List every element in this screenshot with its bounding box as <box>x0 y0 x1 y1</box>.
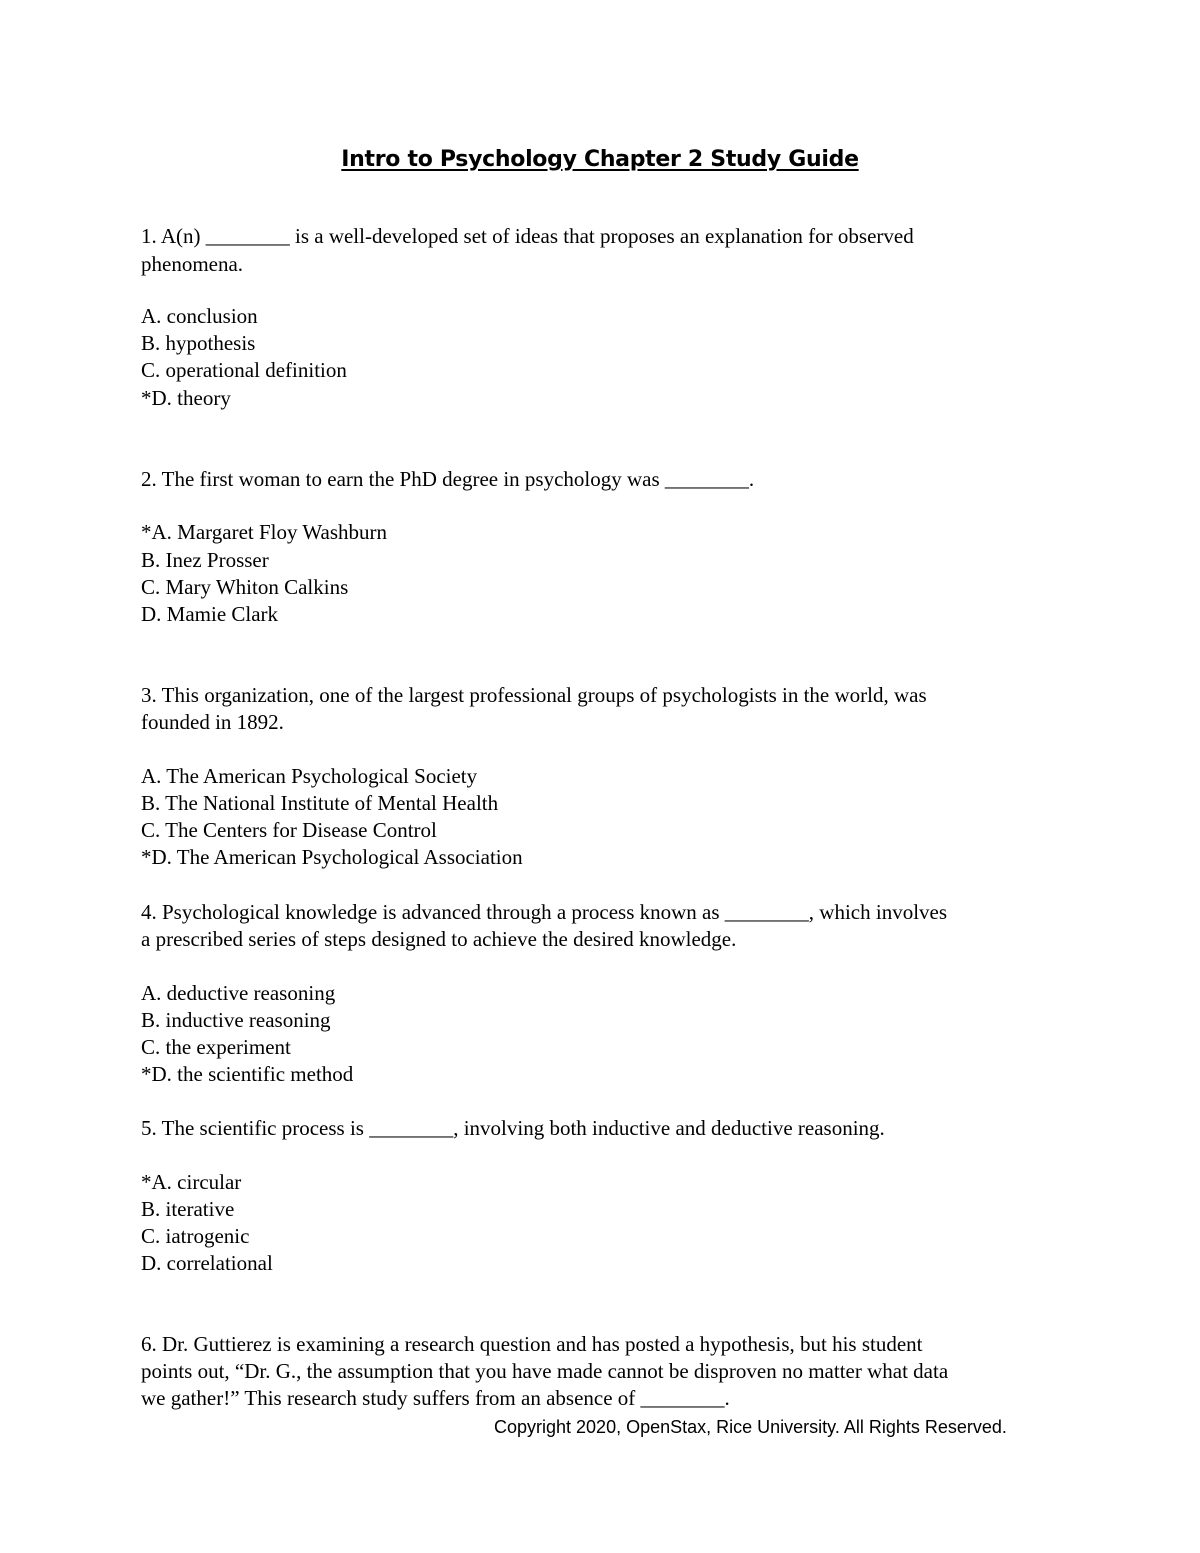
question-6-stem-line-1: 6. Dr. Guttierez is examining a research question and has posted a hypothesis, but his student <box>141 1332 923 1356</box>
question-3-stem-line-1: 3. This organization, one of the largest professional groups of psychologists in the world, was <box>141 683 927 707</box>
question-2-option-c: C. Mary Whiton Calkins <box>141 575 349 599</box>
question-3-option-b: B. The National Institute of Mental Health <box>141 791 499 815</box>
question-1-option-a: A. conclusion <box>141 304 258 328</box>
question-5-stem-line-1: 5. The scientific process is ________, involving both inductive and deductive reasoning. <box>141 1116 885 1140</box>
question-6-stem-line-3: we gather!” This research study suffers from an absence of ________. <box>141 1386 730 1410</box>
question-1-stem-line-1: 1. A(n) ________ is a well-developed set of ideas that proposes an explanation for observed <box>141 224 914 248</box>
question-2-option-d: D. Mamie Clark <box>141 602 279 626</box>
question-4-option-d: *D. the scientific method <box>141 1062 354 1086</box>
question-1-option-b: B. hypothesis <box>141 331 256 355</box>
question-5-option-d: D. correlational <box>141 1251 273 1275</box>
question-1-option-c: C. operational definition <box>141 358 347 382</box>
question-5-option-b: B. iterative <box>141 1197 235 1221</box>
question-4-stem-line-2: a prescribed series of steps designed to achieve the desired knowledge. <box>141 927 737 951</box>
question-2-stem-line-1: 2. The first woman to earn the PhD degree in psychology was ________. <box>141 467 755 491</box>
question-4-option-b: B. inductive reasoning <box>141 1008 331 1032</box>
question-1-option-d: *D. theory <box>141 386 231 410</box>
question-3-option-c: C. The Centers for Disease Control <box>141 818 437 842</box>
question-3-stem-line-2: founded in 1892. <box>141 710 284 734</box>
question-5-option-a: *A. circular <box>141 1170 242 1194</box>
question-4-option-a: A. deductive reasoning <box>141 981 336 1005</box>
question-2-option-b: B. Inez Prosser <box>141 548 269 572</box>
question-5-option-c: C. iatrogenic <box>141 1224 250 1248</box>
question-1-stem-line-2: phenomena. <box>141 252 244 276</box>
question-4-option-c: C. the experiment <box>141 1035 291 1059</box>
question-4-stem-line-1: 4. Psychological knowledge is advanced through a process known as ________, which involves <box>141 900 948 924</box>
question-3-option-a: A. The American Psychological Society <box>141 764 478 788</box>
question-3-option-d: *D. The American Psychological Association <box>141 845 523 869</box>
copyright-footer: Copyright 2020, OpenStax, Rice University. All Rights Reserved. <box>494 1417 1007 1437</box>
page-title: Intro to Psychology Chapter 2 Study Guide <box>341 147 859 172</box>
question-6-stem-line-2: points out, “Dr. G., the assumption that you have made cannot be disproven no matter what data <box>141 1359 949 1383</box>
question-2-option-a: *A. Margaret Floy Washburn <box>141 520 388 544</box>
